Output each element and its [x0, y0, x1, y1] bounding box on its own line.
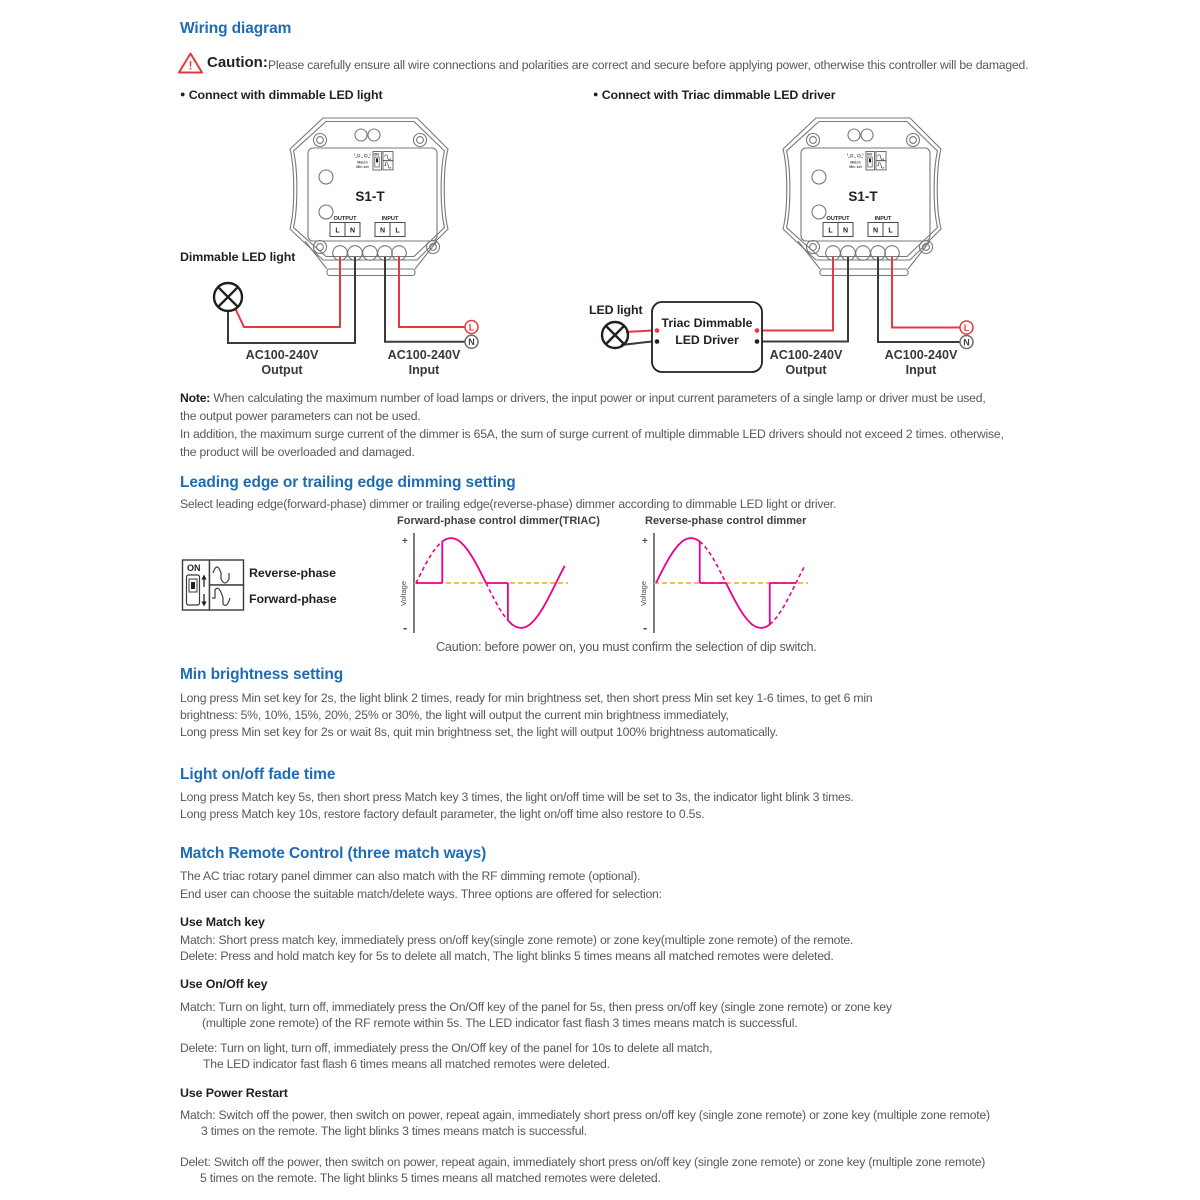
- triac-driver-label-line2: LED Driver: [675, 333, 739, 347]
- forward-chart-title: Forward-phase control dimmer(TRIAC): [397, 515, 600, 527]
- fade-line-1: Long press Match key 5s, then short press Match key 3 times, the light on/off time will be set to 3s, the indicator light blink 3 times.: [180, 790, 854, 804]
- wire-neutral-input-left: [385, 257, 465, 342]
- caution-label: Caution:: [207, 54, 268, 71]
- wire-neutral-output-left: [228, 257, 355, 343]
- device-input-label: INPUT: [874, 216, 892, 222]
- device-output-label: OUTPUT: [333, 216, 357, 222]
- use-onoff-key-heading: Use On/Off key: [180, 977, 268, 991]
- neutral-terminal-label-right: N: [963, 337, 970, 348]
- dimming-setting-title: Leading edge or trailing edge dimming setting: [180, 474, 516, 491]
- wire-lamp-to-driver-live: [626, 331, 652, 333]
- forward-phase-label: Forward-phase: [249, 592, 337, 606]
- match-remote-intro-1: The AC triac rotary panel dimmer can also match with the RF dimming remote (optional).: [180, 869, 641, 883]
- device-match-label: Match: [850, 160, 861, 165]
- reverse-chart-title: Reverse-phase control dimmer: [645, 515, 807, 527]
- voltage-axis-label: Voltage: [639, 580, 648, 606]
- match-remote-title: Match Remote Control (three match ways): [180, 845, 487, 862]
- note-line-1: Note: When calculating the maximum number of load lamps or drivers, the input power or input current parameters of a single lamp or driver must be used,: [180, 391, 986, 405]
- note-line-2: the output power parameters can not be used.: [180, 409, 421, 423]
- plus-label: +: [642, 536, 648, 547]
- live-terminal-label-right: L: [963, 322, 970, 333]
- note-line-3: In addition, the maximum surge current of the dimmer is 65A, the sum of surge current of multiple dimmable LED drivers should not exceed 2 times. otherwise,: [180, 427, 1004, 441]
- use-power-restart-delete-2: 5 times on the remote. The light blinks 5 times means all matched remotes were deleted.: [200, 1171, 661, 1185]
- terminal-in-n: N: [379, 227, 386, 235]
- plus-label: +: [402, 536, 408, 547]
- caution-text: Please carefully ensure all wire connections and polarities are correct and secure before applying power, otherwise this controller will be damaged.: [268, 58, 1029, 72]
- bullet-connect-led-light: ● Connect with dimmable LED light: [180, 88, 383, 102]
- left-load-label: Dimmable LED light: [180, 250, 296, 264]
- right-output-caption: Output: [785, 363, 827, 377]
- bullet-icon: ●: [593, 89, 599, 99]
- terminal-in-n: N: [872, 227, 879, 235]
- use-onoff-key-match-1: Match: Turn on light, turn off, immediately press the On/Off key of the panel for 5s, then press on/off key (single zone remote) or zone key: [180, 1000, 892, 1014]
- right-load-label: LED light: [589, 303, 643, 317]
- use-onoff-key-delete-2: The LED indicator fast flash 6 times means all matched remotes were deleted.: [203, 1057, 610, 1071]
- note-line-4: the product will be overloaded and damaged.: [180, 445, 415, 459]
- lamp-icon-right: [602, 322, 628, 348]
- use-power-restart-heading: Use Power Restart: [180, 1086, 288, 1100]
- wire-live-input-left: [399, 257, 465, 327]
- left-input-caption: Input: [408, 363, 440, 377]
- use-power-restart-match-1: Match: Switch off the power, then switch on power, repeat again, immediately short press on/off key (single zone remote) or zone key (multiple zone remote): [180, 1108, 990, 1122]
- voltage-axis-label: Voltage: [399, 580, 408, 606]
- lamp-icon-left: [214, 283, 242, 311]
- min-brightness-line-1: Long press Min set key for 2s, the light blink 2 times, ready for min brightness set, then short press Min set key 1-6 times, to get 6 min: [180, 691, 873, 705]
- fade-line-2: Long press Match key 10s, restore factory default parameter, the light on/off time also restore to 0.5s.: [180, 807, 705, 821]
- fade-time-title: Light on/off fade time: [180, 766, 336, 783]
- use-onoff-key-delete-1: Delete: Turn on light, turn off, immediately press the On/Off key of the panel for 10s to delete all match,: [180, 1041, 713, 1055]
- right-output-voltage: AC100-240V: [769, 348, 843, 362]
- match-remote-intro-2: End user can choose the suitable match/delete ways. Three options are offered for selection:: [180, 887, 662, 901]
- use-power-restart-match-2: 3 times on the remote. The light blinks 3 times means match is successful.: [201, 1124, 587, 1138]
- dip-switch-legend-icon: [181, 552, 245, 614]
- minus-label: -: [643, 620, 648, 635]
- terminal-out-l: L: [828, 227, 833, 235]
- terminal-out-n: N: [349, 227, 356, 235]
- use-power-restart-delete-1: Delet: Switch off the power, then switch on power, repeat again, immediately short press on/off key (single zone remote) or zone key (multiple zone remote): [180, 1155, 986, 1169]
- left-output-voltage: AC100-240V: [245, 348, 319, 362]
- wire-neutral-input-right: [878, 257, 960, 342]
- bullet-connect-triac-driver: ● Connect with Triac dimmable LED driver: [593, 88, 836, 102]
- dip-switch-caution: Caution: before power on, you must confirm the selection of dip switch.: [436, 640, 817, 654]
- right-input-voltage: AC100-240V: [884, 348, 958, 362]
- svg-text:!: !: [188, 58, 193, 73]
- device-input-label: INPUT: [381, 216, 399, 222]
- left-output-caption: Output: [261, 363, 303, 377]
- use-onoff-key-match-2: (multiple zone remote) of the RF remote within 5s. The LED indicator fast flash 3 times means match is successful.: [202, 1016, 798, 1030]
- wire-live-output-right: [757, 257, 833, 331]
- dip-on-label: ON: [187, 563, 201, 573]
- terminal-out-n: N: [842, 227, 849, 235]
- triac-driver-label-line1: Triac Dimmable: [661, 316, 753, 330]
- wire-live-input-right: [892, 257, 960, 328]
- reverse-phase-wave-cell: [210, 560, 244, 585]
- device-match-label: Match: [357, 160, 368, 165]
- use-match-key-delete: Delete: Press and hold match key for 5s to delete all match, The light blinks 5 times means all matched remotes were deleted.: [180, 949, 834, 963]
- live-terminal-label-left: L: [468, 322, 475, 333]
- use-match-key-heading: Use Match key: [180, 915, 265, 929]
- use-match-key-match: Match: Short press match key, immediately press on/off key(single zone remote) or zone key(multiple zone remote) of the remote.: [180, 933, 854, 947]
- device-output-label: OUTPUT: [826, 216, 850, 222]
- reverse-phase-label: Reverse-phase: [249, 566, 336, 580]
- left-input-voltage: AC100-240V: [387, 348, 461, 362]
- device-model-label: S1-T: [848, 189, 878, 204]
- right-input-caption: Input: [905, 363, 937, 377]
- wiring-diagram-title: Wiring diagram: [180, 20, 292, 37]
- min-brightness-title: Min brightness setting: [180, 666, 344, 683]
- reverse-phase-chart: [636, 530, 821, 640]
- device-model-label: S1-T: [355, 189, 385, 204]
- terminal-in-l: L: [888, 227, 893, 235]
- terminal-out-l: L: [335, 227, 340, 235]
- device-minset-label: Min set: [849, 165, 862, 169]
- forward-phase-chart: [396, 530, 581, 640]
- wire-live-output-left: [235, 257, 340, 327]
- device-dip-on-label: ON: [866, 152, 872, 157]
- neutral-terminal-label-left: N: [468, 337, 475, 348]
- min-brightness-line-3: Long press Min set key for 2s or wait 8s, quit min brightness set, the light will output 100% brightness automatically.: [180, 725, 778, 739]
- device-minset-label: Min set: [356, 165, 369, 169]
- device-dip-on-label: ON: [373, 152, 379, 157]
- dimming-setting-intro: Select leading edge(forward-phase) dimmer or trailing edge(reverse-phase) dimmer according to dimmable LED light or driver.: [180, 497, 837, 511]
- wire-neutral-output-right: [757, 257, 848, 342]
- bullet-icon: ●: [180, 89, 186, 99]
- min-brightness-line-2: brightness: 5%, 10%, 15%, 20%, 25% or 30%, the light will output the current min brightness immediately,: [180, 708, 729, 722]
- terminal-in-l: L: [395, 227, 400, 235]
- minus-label: -: [403, 620, 408, 635]
